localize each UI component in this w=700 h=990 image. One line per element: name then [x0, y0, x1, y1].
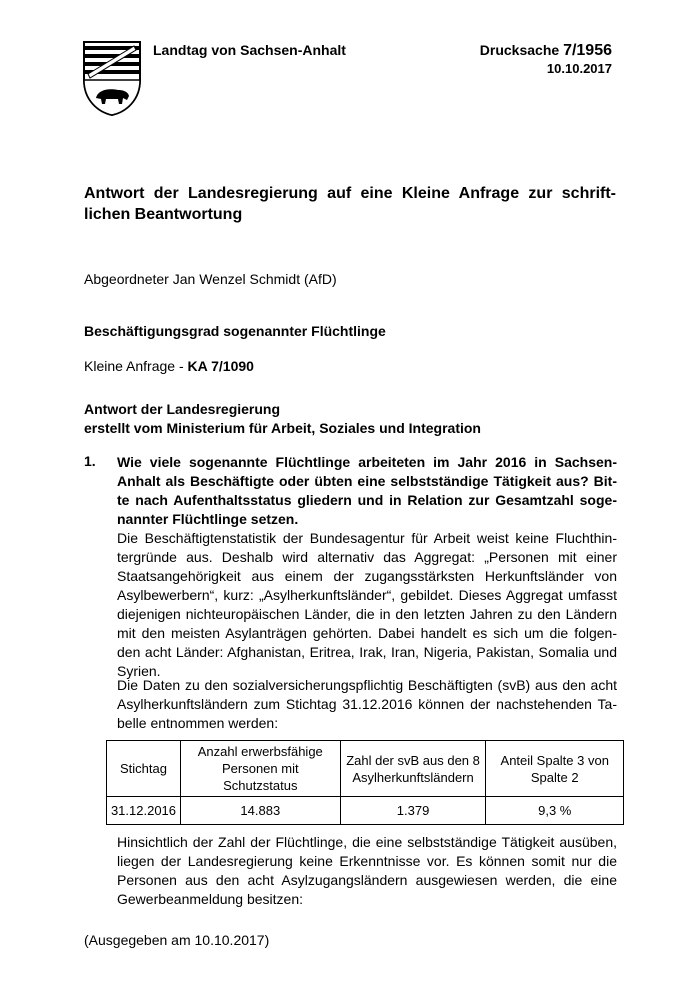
table-cell: 9,3 % — [486, 797, 624, 825]
drucksache-label: Drucksache — [479, 42, 560, 58]
drucksache-number: 7/1956 — [563, 42, 612, 59]
table-row — [107, 797, 624, 825]
document-header — [480, 42, 612, 76]
table-header-cell: Zahl der svB aus den 8 Asylherkunftsländern — [340, 741, 486, 797]
table-cell: 14.883 — [180, 797, 340, 825]
drucksache — [480, 42, 612, 60]
inquiry-reference — [84, 357, 254, 376]
question-text: Wie viele sogenannte Flüchtlinge arbeiteten im Jahr 2016 in Sachsen-Anhalt als Beschäftigte oder übten eine selbstständige Tätigkeit aus? Bit-te nach Aufenthaltsstatus gliedern und in Relation zur Gesamtzahl soge-nannter Flüchtlinge setzen. — [117, 454, 617, 527]
document-title: Antwort der Landesregierung auf eine Kleine Anfrage zur schrift-lichen Beantwortung — [84, 185, 616, 223]
table-header-row — [107, 741, 624, 797]
deputy: Abgeordneter Jan Wenzel Schmidt (AfD) — [84, 271, 337, 287]
employment-table — [106, 740, 624, 825]
table-header-cell: Anteil Spalte 3 von Spalte 2 — [486, 741, 624, 797]
answer-by-line2: erstellt vom Ministerium für Arbeit, Soziales und Integration — [84, 420, 481, 436]
coat-of-arms-icon — [82, 40, 142, 116]
table-cell: 31.12.2016 — [107, 797, 181, 825]
answer-by — [84, 400, 481, 438]
answer-by-line1: Antwort der Landesregierung — [84, 401, 281, 417]
inquiry-prefix: Kleine Anfrage - — [84, 358, 188, 374]
table-header-cell: Stichtag — [107, 741, 181, 797]
table-header-cell: Anzahl erwerbsfähige Personen mit Schutzstatus — [180, 741, 340, 797]
question-number: 1. — [84, 453, 96, 469]
document-date: 10.10.2017 — [546, 61, 612, 76]
issued-footer: (Ausgegeben am 10.10.2017) — [84, 932, 270, 948]
paragraph-3: Hinsichtlich der Zahl der Flüchtlinge, die eine selbstständige Tätigkeit ausüben, liegen der Landesregierung keine Erkenntnisse vor. Es können somit nur die Personen aus den acht Asylzugangsländern ausgewiesen werden, die eine Gewerbeanmeldung besitzen: — [117, 834, 617, 907]
inquiry-code: KA 7/1090 — [187, 358, 254, 374]
paragraph-2: Die Daten zu den sozialversicherungspflichtig Beschäftigten (svB) aus den acht Asylherkunftsländern zum Stichtag 31.12.2016 können der nachstehenden Ta-belle entnommen werden: — [117, 677, 617, 731]
parliament-name: Landtag von Sachsen-Anhalt — [153, 42, 346, 58]
subject: Beschäftigungsgrad sogenannter Flüchtlinge — [84, 323, 386, 339]
table-cell: 1.379 — [340, 797, 486, 825]
paragraph-1: Die Beschäftigtenstatistik der Bundesagentur für Arbeit weist keine Fluchthin-tergründe aus. Deshalb wird alternativ das Aggregat: „Personen mit einer Staatsangehörigkeit aus einem der zugangsstärksten Herkunftsländer von Asylbewerbern“, kurz: „Asylherkunftsländer“, gebildet. Dieses Aggregat umfasst diejenigen nichteuropäischen Länder, die in den letzten Jahren zu den Ländern mit den meisten Asylanträgen gehörten. Dabei handelt es sich um die folgen-den acht Länder: Afghanistan, Eritrea, Irak, Iran, Nigeria, Pakistan, Somalia und Syrien. — [117, 530, 617, 679]
